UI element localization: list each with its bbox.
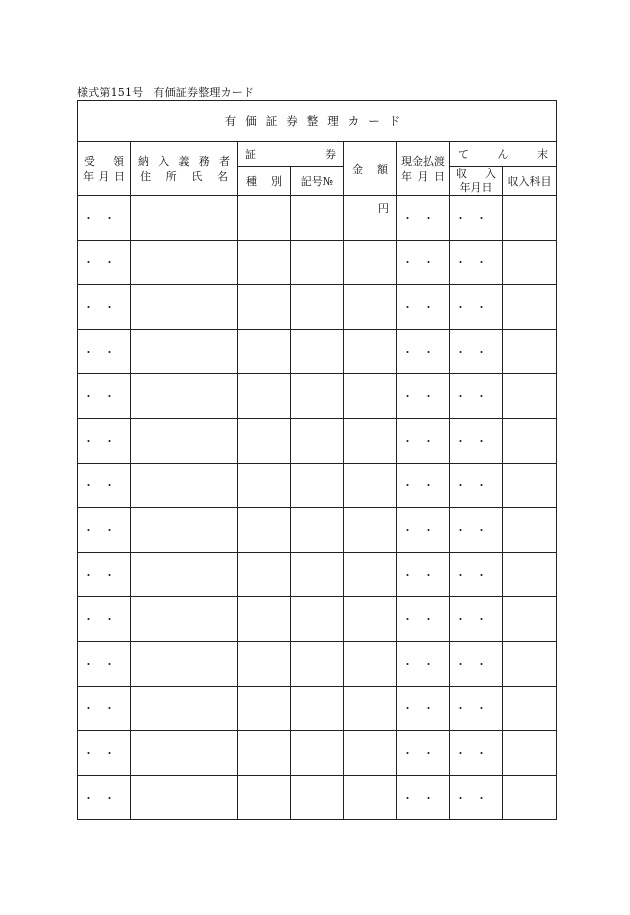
cash-date-cell[interactable]: ・・ <box>397 775 450 820</box>
cash-date-cell[interactable]: ・・ <box>397 641 450 686</box>
table-row <box>78 552 557 597</box>
form-number: 様式第151号 <box>77 86 144 99</box>
cash-date-cell[interactable]: ・・ <box>397 329 450 374</box>
security-number-cell[interactable] <box>291 641 344 686</box>
header-disposition: て ん 末 <box>450 142 557 167</box>
income-date-cell[interactable]: ・・ <box>450 463 503 508</box>
payer-address-name-label: 住 所 氏 名 <box>140 169 228 183</box>
cash-date-cell[interactable]: ・・ <box>397 196 450 241</box>
table-row <box>78 374 557 419</box>
amount-cell[interactable] <box>344 418 397 463</box>
security-kind-cell[interactable] <box>238 597 291 642</box>
security-number-cell[interactable] <box>291 240 344 285</box>
income-date-cell[interactable]: ・・ <box>450 508 503 553</box>
cash-date-cell[interactable]: ・・ <box>397 463 450 508</box>
income-account-cell[interactable] <box>503 641 557 686</box>
receipt-date-cell[interactable]: ・・ <box>78 508 131 553</box>
receipt-date-label: 年 月 日 <box>83 169 125 183</box>
cash-date-cell[interactable]: ・・ <box>397 508 450 553</box>
receipt-date-cell[interactable]: ・・ <box>78 731 131 776</box>
header-security-kind: 種 別 <box>238 167 291 196</box>
income-date-cell[interactable]: ・・ <box>450 240 503 285</box>
card-title: 有価証券整理カード <box>78 101 557 142</box>
amount-cell[interactable] <box>344 463 397 508</box>
header-payer <box>131 142 238 196</box>
amount-cell[interactable] <box>344 329 397 374</box>
amount-cell[interactable] <box>344 508 397 553</box>
security-kind-cell[interactable] <box>238 731 291 776</box>
security-kind-cell[interactable] <box>238 285 291 330</box>
security-number-cell[interactable] <box>291 329 344 374</box>
security-kind-cell[interactable] <box>238 329 291 374</box>
cash-date-cell[interactable]: ・・ <box>397 597 450 642</box>
income-account-cell[interactable] <box>503 240 557 285</box>
income-date-cell[interactable]: ・・ <box>450 731 503 776</box>
header-cash-transfer: 現金払渡 年 月 日 <box>397 142 450 196</box>
income-account-cell[interactable] <box>503 508 557 553</box>
income-date-cell[interactable]: ・・ <box>450 374 503 419</box>
cash-date-cell[interactable]: ・・ <box>397 686 450 731</box>
income-date-cell[interactable]: ・・ <box>450 285 503 330</box>
receipt-date-cell[interactable]: ・・ <box>78 196 131 241</box>
amount-cell[interactable] <box>344 775 397 820</box>
securities-card-table <box>77 100 557 820</box>
table-row <box>78 196 557 241</box>
security-kind-cell[interactable] <box>238 374 291 419</box>
security-number-cell[interactable] <box>291 597 344 642</box>
table-row <box>78 686 557 731</box>
income-account-cell[interactable] <box>503 329 557 374</box>
header-income-date: 収 入 年月日 <box>450 167 503 196</box>
cash-date-cell[interactable]: ・・ <box>397 552 450 597</box>
receipt-label: 受 領 <box>84 154 124 168</box>
income-date-cell[interactable]: ・・ <box>450 418 503 463</box>
cash-date-cell[interactable]: ・・ <box>397 731 450 776</box>
income-account-cell[interactable] <box>503 196 557 241</box>
payer-cell[interactable] <box>131 775 238 820</box>
receipt-date-cell[interactable]: ・・ <box>78 374 131 419</box>
payer-cell[interactable] <box>131 329 238 374</box>
income-account-cell[interactable] <box>503 418 557 463</box>
security-kind-cell[interactable] <box>238 552 291 597</box>
amount-cell[interactable] <box>344 374 397 419</box>
cash-date-cell[interactable]: ・・ <box>397 285 450 330</box>
payer-cell[interactable] <box>131 641 238 686</box>
header-receipt-date <box>78 142 131 196</box>
amount-cell[interactable]: 円 <box>344 196 397 241</box>
security-number-cell[interactable] <box>291 374 344 419</box>
payer-cell[interactable] <box>131 285 238 330</box>
payer-label: 納 入 義 務 者 <box>138 154 230 168</box>
income-account-cell[interactable] <box>503 285 557 330</box>
table-row <box>78 641 557 686</box>
payer-cell[interactable] <box>131 240 238 285</box>
receipt-date-cell[interactable]: ・・ <box>78 686 131 731</box>
income-account-cell[interactable] <box>503 374 557 419</box>
header-security-number: 記号№ <box>291 167 344 196</box>
income-date-cell[interactable]: ・・ <box>450 329 503 374</box>
header-income-account: 収入科目 <box>503 167 557 196</box>
payer-cell[interactable] <box>131 463 238 508</box>
income-account-cell[interactable] <box>503 552 557 597</box>
payer-cell[interactable] <box>131 731 238 776</box>
header-securities: 証 券 <box>238 142 344 167</box>
income-date-cell[interactable]: ・・ <box>450 597 503 642</box>
table-row <box>78 240 557 285</box>
table-row <box>78 731 557 776</box>
payer-cell[interactable] <box>131 508 238 553</box>
table-row <box>78 508 557 553</box>
receipt-date-cell[interactable]: ・・ <box>78 775 131 820</box>
cash-date-cell[interactable]: ・・ <box>397 418 450 463</box>
receipt-date-cell[interactable]: ・・ <box>78 418 131 463</box>
receipt-date-cell[interactable]: ・・ <box>78 329 131 374</box>
table-row <box>78 418 557 463</box>
table-row <box>78 597 557 642</box>
security-number-cell[interactable] <box>291 196 344 241</box>
cash-date-cell[interactable]: ・・ <box>397 374 450 419</box>
income-account-cell[interactable] <box>503 731 557 776</box>
security-number-cell[interactable] <box>291 686 344 731</box>
payer-cell[interactable] <box>131 418 238 463</box>
payer-cell[interactable] <box>131 686 238 731</box>
amount-cell[interactable] <box>344 552 397 597</box>
receipt-date-cell[interactable]: ・・ <box>78 240 131 285</box>
income-date-cell[interactable]: ・・ <box>450 775 503 820</box>
security-number-cell[interactable] <box>291 508 344 553</box>
receipt-date-cell[interactable]: ・・ <box>78 597 131 642</box>
header-amount: 金 額 <box>344 142 397 196</box>
income-account-cell[interactable] <box>503 775 557 820</box>
security-number-cell[interactable] <box>291 775 344 820</box>
income-account-cell[interactable] <box>503 463 557 508</box>
table-row <box>78 285 557 330</box>
security-kind-cell[interactable] <box>238 196 291 241</box>
amount-cell[interactable] <box>344 686 397 731</box>
security-kind-cell[interactable] <box>238 686 291 731</box>
security-kind-cell[interactable] <box>238 641 291 686</box>
form-name: 有価証券整理カード <box>153 86 255 99</box>
payer-cell[interactable] <box>131 374 238 419</box>
amount-cell[interactable] <box>344 641 397 686</box>
form-caption <box>77 84 254 100</box>
payer-cell[interactable] <box>131 552 238 597</box>
security-number-cell[interactable] <box>291 285 344 330</box>
income-date-cell[interactable]: ・・ <box>450 196 503 241</box>
amount-cell[interactable] <box>344 240 397 285</box>
income-date-cell[interactable]: ・・ <box>450 686 503 731</box>
payer-cell[interactable] <box>131 196 238 241</box>
receipt-date-cell[interactable]: ・・ <box>78 285 131 330</box>
security-kind-cell[interactable] <box>238 240 291 285</box>
security-kind-cell[interactable] <box>238 418 291 463</box>
security-number-cell[interactable] <box>291 731 344 776</box>
security-number-cell[interactable] <box>291 463 344 508</box>
security-kind-cell[interactable] <box>238 463 291 508</box>
amount-cell[interactable] <box>344 285 397 330</box>
table-row <box>78 463 557 508</box>
security-number-cell[interactable] <box>291 552 344 597</box>
amount-cell[interactable] <box>344 731 397 776</box>
receipt-date-cell[interactable]: ・・ <box>78 552 131 597</box>
receipt-date-cell[interactable]: ・・ <box>78 463 131 508</box>
table-row <box>78 329 557 374</box>
security-number-cell[interactable] <box>291 418 344 463</box>
income-account-cell[interactable] <box>503 686 557 731</box>
cash-date-cell[interactable]: ・・ <box>397 240 450 285</box>
security-kind-cell[interactable] <box>238 775 291 820</box>
receipt-date-cell[interactable]: ・・ <box>78 641 131 686</box>
income-date-cell[interactable]: ・・ <box>450 641 503 686</box>
payer-cell[interactable] <box>131 597 238 642</box>
amount-cell[interactable] <box>344 597 397 642</box>
table-row <box>78 775 557 820</box>
security-kind-cell[interactable] <box>238 508 291 553</box>
income-date-cell[interactable]: ・・ <box>450 552 503 597</box>
income-account-cell[interactable] <box>503 597 557 642</box>
